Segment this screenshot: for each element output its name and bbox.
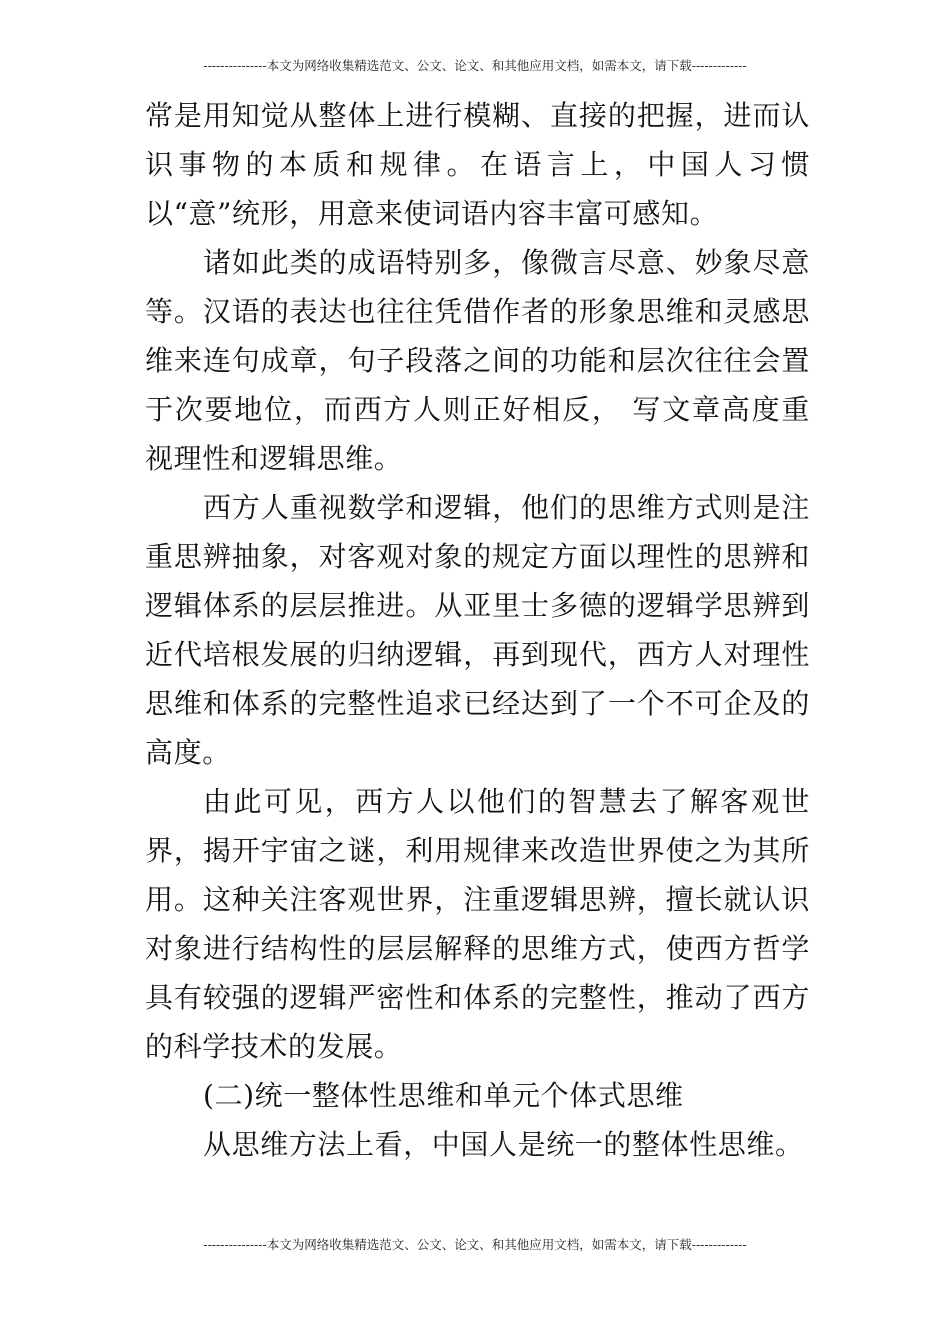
paragraph: 西方人重视数学和逻辑，他们的思维方式则是注重思辨抽象，对客观对象的规定方面以理性的思辨和逻辑体系的层层推进。从亚里士多德的逻辑学思辨到近代培根发展的归纳逻辑，再到现代，西方人对理性思维和体系的完整性追求已经达到了一个不可企及的高度。 (145, 491, 810, 769)
paragraph: 由此可见，西方人以他们的智慧去了解客观世界，揭开宇宙之谜，利用规律来改造世界使之为其所用。这种关注客观世界，注重逻辑思辨，擅长就认识对象进行结构性的层层解释的思维方式，使西方哲学具有较强的逻辑严密性和体系的完整性，推动了西方的科学技术的发展。 (145, 785, 810, 1063)
paragraph-continued: 常是用知觉从整体上进行模糊、直接的把握，进而认识事物的本质和规律。在语言上，中国人习惯以“意”统形，用意来使词语内容丰富可感知。 (145, 99, 810, 230)
body-text (145, 91, 810, 1169)
footer-banner: ---------------本文为网络收集精选范文、公文、论文、和其他应用文档，如需本文，请下载------------- (203, 1237, 747, 1252)
header-banner: ---------------本文为网络收集精选范文、公文、论文、和其他应用文档，如需本文，请下载------------- (203, 58, 747, 73)
section-heading: (二)统一整体性思维和单元个体式思维 (203, 1079, 684, 1112)
paragraph: 从思维方法上看，中国人是统一的整体性思维。 (203, 1128, 804, 1161)
paragraph: 诸如此类的成语特别多，像微言尽意、妙象尽意等。汉语的表达也往往凭借作者的形象思维和灵感思维来连句成章，句子段落之间的功能和层次往往会置于次要地位，而西方人则正好相反， 写文章高度重视理性和逻辑思维。 (145, 246, 810, 475)
